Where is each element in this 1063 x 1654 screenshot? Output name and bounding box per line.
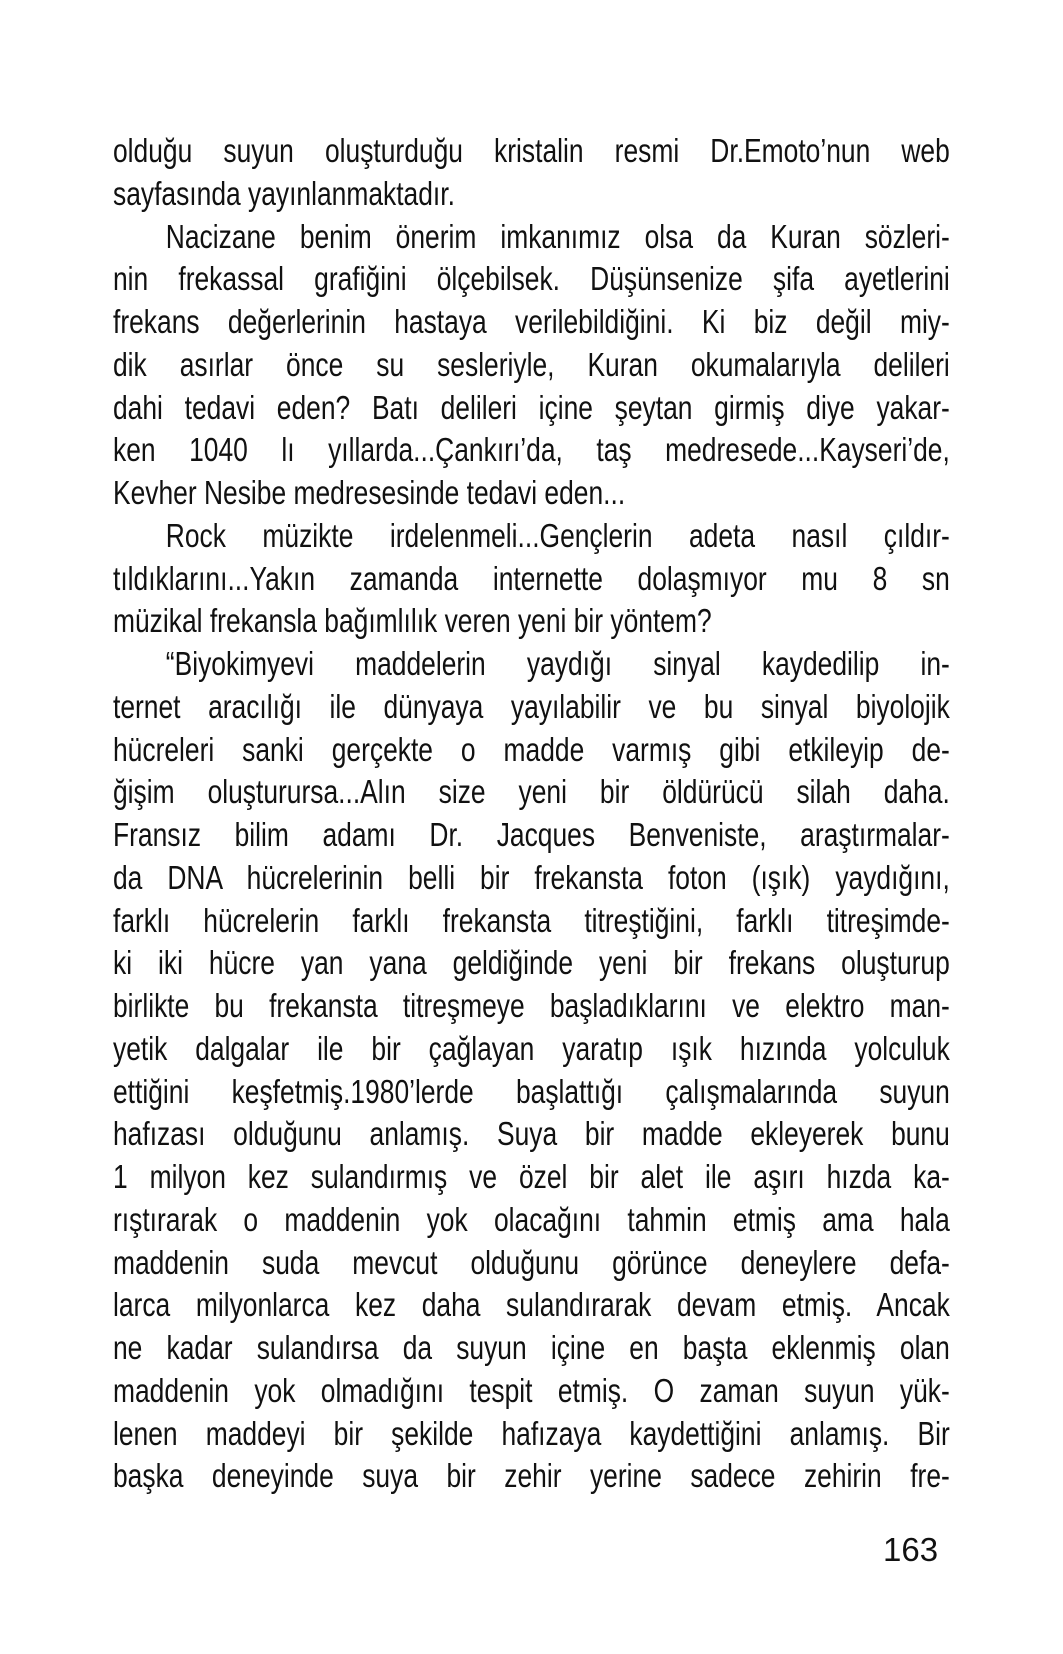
text-line: dik asırlar önce su sesleriyle, Kuran okumalarıyla delileri <box>113 345 950 383</box>
body-text <box>113 130 950 1498</box>
text-line: başka deneyinde suya bir zehir yerine sadece zehirin fre- <box>113 1457 950 1495</box>
text-line: frekans değerlerinin hastaya verilebildiğini. Ki biz değil miy- <box>113 303 950 340</box>
text-line: lenen maddeyi bir şekilde hafızaya kaydettiğini anlamış. Bir <box>113 1414 950 1452</box>
paragraph <box>113 130 950 216</box>
text-line: ki iki hücre yan yana geldiğinde yeni bir frekans oluşturup <box>113 944 950 982</box>
text-line: dahi tedavi eden? Batı delileri içine şeytan girmiş diye yakar- <box>113 388 950 426</box>
text-line: birlikte bu frekansta titreşmeye başladıklarını ve elektro man- <box>113 987 950 1024</box>
text-line: Rock müzikte irdelenmeli...Gençlerin adeta nasıl çıldır- <box>165 516 950 554</box>
text-line: sayfasında yayınlanmaktadır. <box>113 174 455 212</box>
text-line: da DNA hücrelerinin belli bir frekansta foton (ışık) yaydığını, <box>113 858 950 896</box>
text-line: Kevher Nesibe medresesinde tedavi eden... <box>113 474 626 511</box>
text-line: larca milyonlarca kez daha sulandırarak devam etmiş. Ancak <box>113 1286 950 1324</box>
paragraph <box>113 643 950 1498</box>
text-line: ne kadar sulandırsa da suyun içine en başta eklenmiş olan <box>113 1329 950 1366</box>
text-line: “Biyokimyevi maddelerin yaydığı sinyal kaydedilip in- <box>165 645 950 682</box>
paragraph <box>113 515 950 643</box>
text-line: tıldıklarını...Yakın zamanda internette dolaşmıyor mu 8 sn <box>113 559 950 597</box>
text-line: nin frekassal grafiğini ölçebilsek. Düşünsenize şifa ayetlerini <box>113 260 950 298</box>
text-line: ğişim oluşturursa...Alın size yeni bir öldürücü silah daha. <box>113 773 950 811</box>
text-line: rıştırarak o maddenin yok olacağını tahmin etmiş ama hala <box>113 1200 950 1238</box>
text-line: maddenin suda mevcut olduğunu görünce deneylere defa- <box>113 1243 950 1281</box>
text-line: yetik dalgalar ile bir çağlayan yaratıp ışık hızında yolculuk <box>113 1029 950 1067</box>
text-line: 1 milyon kez sulandırmış ve özel bir alet ile aşırı hızda ka- <box>113 1158 950 1195</box>
text-line: Fransız bilim adamı Dr. Jacques Benveniste, araştırmalar- <box>113 816 950 853</box>
paragraph <box>113 216 950 515</box>
text-line: ternet aracılığı ile dünyaya yayılabilir ve bu sinyal biyolojik <box>113 687 950 725</box>
text-line: olduğu suyun oluşturduğu kristalin resmi Dr.Emoto’nun web <box>113 132 950 169</box>
text-line: ken 1040 lı yıllarda...Çankırı’da, taş medresede...Kayseri’de, <box>113 431 950 469</box>
text-line: Nacizane benim önerim imkanımız olsa da Kuran sözleri- <box>165 217 950 255</box>
page-number: 163 <box>883 1531 939 1568</box>
text-line: hafızası olduğunu anlamış. Suya bir madde ekleyerek bunu <box>113 1115 950 1153</box>
text-line: maddenin yok olmadığını tespit etmiş. O zaman suyun yük- <box>113 1371 950 1409</box>
text-line: hücreleri sanki gerçekte o madde varmış gibi etkileyip de- <box>113 730 950 768</box>
text-line: müzikal frekansla bağımlılık veren yeni bir yöntem? <box>113 602 712 640</box>
text-line: ettiğini keşfetmiş.1980’lerde başlattığı çalışmalarında suyun <box>113 1072 950 1110</box>
text-line: farklı hücrelerin farklı frekansta titreştiğini, farklı titreşimde- <box>113 901 950 939</box>
